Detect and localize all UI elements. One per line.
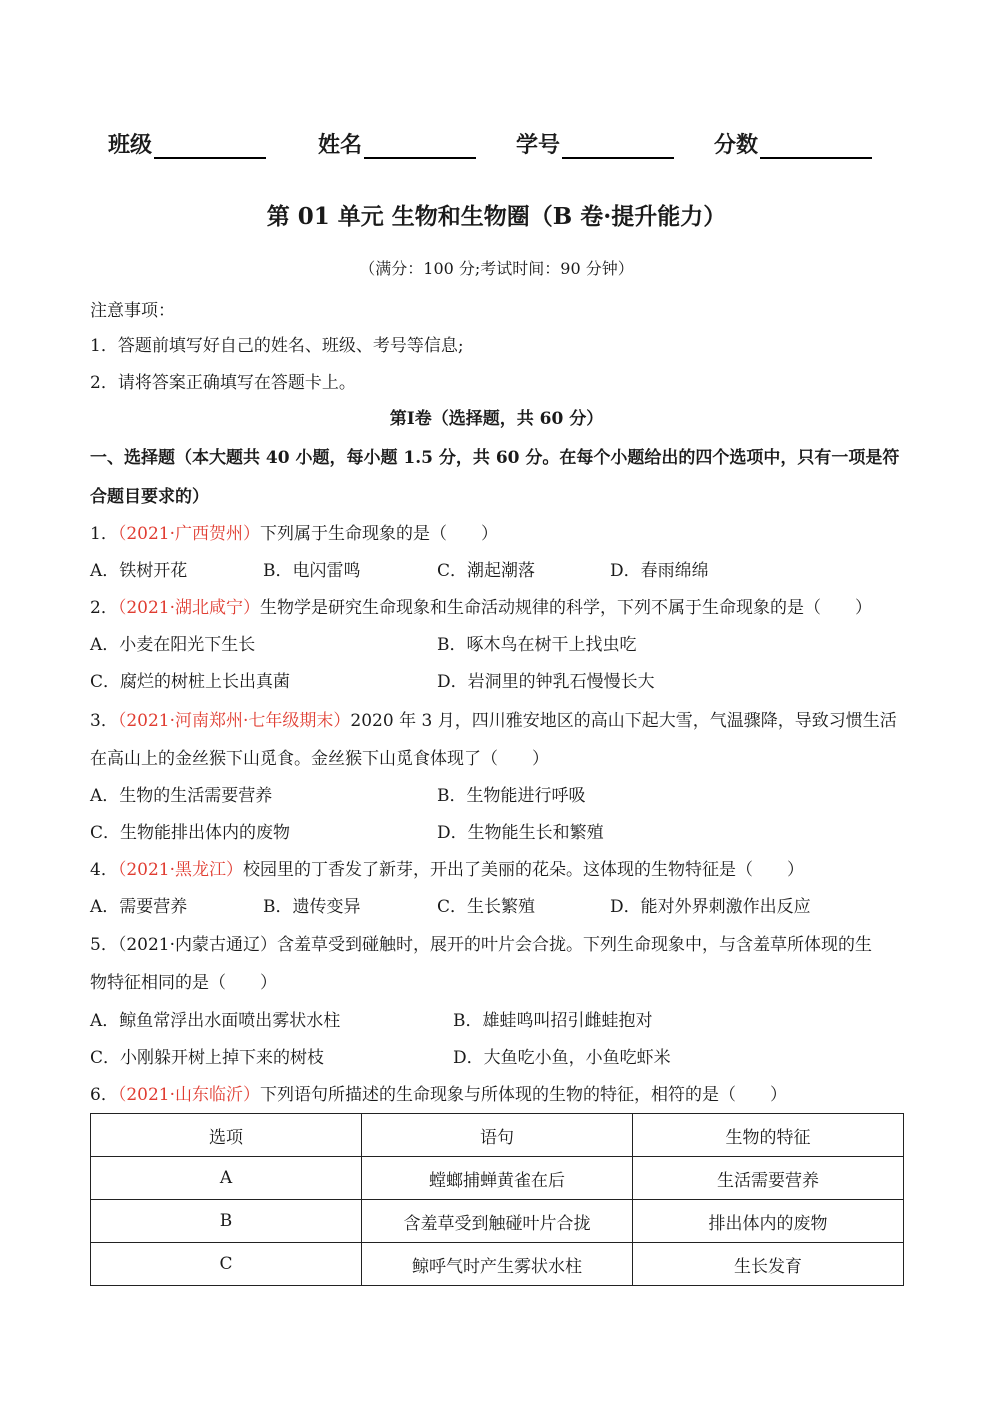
q3-option-b[interactable]: B．生物能进行呼吸 (437, 786, 586, 806)
table-cell: 生活需要营养 (633, 1157, 904, 1200)
q5-option-b[interactable]: B．雄蛙鸣叫招引雌蛙抱对 (453, 1011, 653, 1031)
notice-item-1: 1．答题前填写好自己的姓名、班级、考号等信息; (90, 336, 464, 356)
name-label: 姓名 (318, 132, 363, 158)
question-number: 6． (90, 1085, 118, 1105)
q3-option-c[interactable]: C．生物能排出体内的废物 (90, 823, 291, 843)
table-cell: B (91, 1200, 362, 1243)
q5-option-c[interactable]: C．小刚躲开树上掉下来的树枝 (90, 1048, 325, 1068)
q4-option-b[interactable]: B．遗传变异 (263, 897, 361, 917)
notice-item-2: 2．请将答案正确填写在答题卡上。 (90, 373, 356, 393)
question-text: 校园里的丁香发了新芽，开出了美丽的花朵。这体现的生物特征是（ ） (243, 860, 804, 880)
score-blank[interactable] (760, 135, 872, 159)
class-label: 班级 (108, 132, 153, 158)
table-cell: 生长发育 (633, 1243, 904, 1286)
part-instructions-line-1: 一、选择题（本大题共 40 小题，每小题 1.5 分，共 60 分。在每个小题给出的四个选项中，只有一项是符 (90, 448, 900, 468)
question-3 (90, 706, 897, 731)
q2-option-a[interactable]: A．小麦在阳光下生长 (90, 635, 256, 655)
question-source: （2021·湖北咸宁） (117, 598, 260, 618)
question-source: （2021·黑龙江） (117, 860, 243, 880)
question-number: 2． (90, 598, 118, 618)
name-field (318, 128, 476, 159)
q1-option-c[interactable]: C．潮起潮落 (437, 561, 536, 581)
table-cell: 螳螂捕蝉黄雀在后 (362, 1157, 633, 1200)
question-number: 3． (90, 711, 118, 731)
question-5: 5．（2021·内蒙古通辽）含羞草受到碰触时，展开的叶片会合拢。下列生命现象中，与含羞草所体现的生 (90, 935, 872, 955)
q4-option-c[interactable]: C．生长繁殖 (437, 897, 536, 917)
q2-option-c[interactable]: C．腐烂的树桩上长出真菌 (90, 672, 291, 692)
q6-table (90, 1113, 904, 1286)
question-text: 2020 年 3 月，四川雅安地区的高山下起大雪，气温骤降，导致习惯生活 (350, 711, 897, 731)
name-blank[interactable] (364, 135, 476, 159)
q4-option-a[interactable]: A．需要营养 (90, 897, 188, 917)
exam-info: （满分：100 分;考试时间：90 分钟） (359, 259, 634, 278)
student-id-label: 学号 (516, 132, 561, 158)
q1-option-d[interactable]: D．春雨绵绵 (610, 561, 709, 581)
score-field (714, 128, 872, 159)
q5-option-a[interactable]: A．鲸鱼常浮出水面喷出雾状水柱 (90, 1011, 341, 1031)
q5-option-d[interactable]: D．大鱼吃小鱼，小鱼吃虾米 (453, 1048, 671, 1068)
question-5-continued: 物特征相同的是（ ） (90, 973, 277, 993)
question-2 (90, 593, 872, 618)
question-source: （2021·河南郑州·七年级期末） (117, 711, 351, 731)
question-1 (90, 519, 498, 544)
part-instructions-line-2: 合题目要求的） (90, 487, 209, 507)
table-row (91, 1157, 904, 1200)
q2-option-d[interactable]: D．岩洞里的钟乳石慢慢长大 (437, 672, 655, 692)
table-row (91, 1243, 904, 1286)
q4-option-d[interactable]: D．能对外界刺激作出反应 (610, 897, 811, 917)
question-source: （2021·广西贺州） (117, 524, 260, 544)
class-blank[interactable] (154, 135, 266, 159)
table-row (91, 1200, 904, 1243)
q3-option-d[interactable]: D．生物能生长和繁殖 (437, 823, 604, 843)
question-number: 4． (90, 860, 118, 880)
table-cell: C (91, 1243, 362, 1286)
question-text: 下列语句所描述的生命现象与所体现的生物的特征，相符的是（ ） (260, 1085, 787, 1105)
header-cell: 生物的特征 (633, 1114, 904, 1157)
table-cell: 含羞草受到触碰叶片合拢 (362, 1200, 633, 1243)
q1-option-a[interactable]: A．铁树开花 (90, 561, 188, 581)
q1-option-b[interactable]: B．电闪雷鸣 (263, 561, 361, 581)
question-4 (90, 855, 804, 880)
header-cell: 语句 (362, 1114, 633, 1157)
score-label: 分数 (714, 132, 759, 158)
class-field (108, 128, 266, 159)
question-6 (90, 1080, 787, 1105)
page-title: 第 01 单元 生物和生物圈（B 卷·提升能力） (266, 203, 727, 230)
table-cell: A (91, 1157, 362, 1200)
table-cell: 排出体内的废物 (633, 1200, 904, 1243)
q2-option-b[interactable]: B．啄木鸟在树干上找虫吃 (437, 635, 637, 655)
question-number: 1． (90, 524, 118, 544)
student-id-blank[interactable] (562, 135, 674, 159)
table-cell: 鲸呼气时产生雾状水柱 (362, 1243, 633, 1286)
student-id-field (516, 128, 674, 159)
question-3-continued: 在高山上的金丝猴下山觅食。金丝猴下山觅食体现了（ ） (90, 749, 549, 769)
header-cell: 选项 (91, 1114, 362, 1157)
q3-option-a[interactable]: A．生物的生活需要营养 (90, 786, 273, 806)
question-source: （2021·山东临沂） (117, 1085, 260, 1105)
section-title: 第Ⅰ卷（选择题，共 60 分） (389, 409, 604, 429)
notice-heading: 注意事项： (90, 301, 175, 321)
question-text: 生物学是研究生命现象和生命活动规律的科学，下列不属于生命现象的是（ ） (260, 598, 872, 618)
question-text: 下列属于生命现象的是（ ） (260, 524, 498, 544)
table-header-row (91, 1114, 904, 1157)
